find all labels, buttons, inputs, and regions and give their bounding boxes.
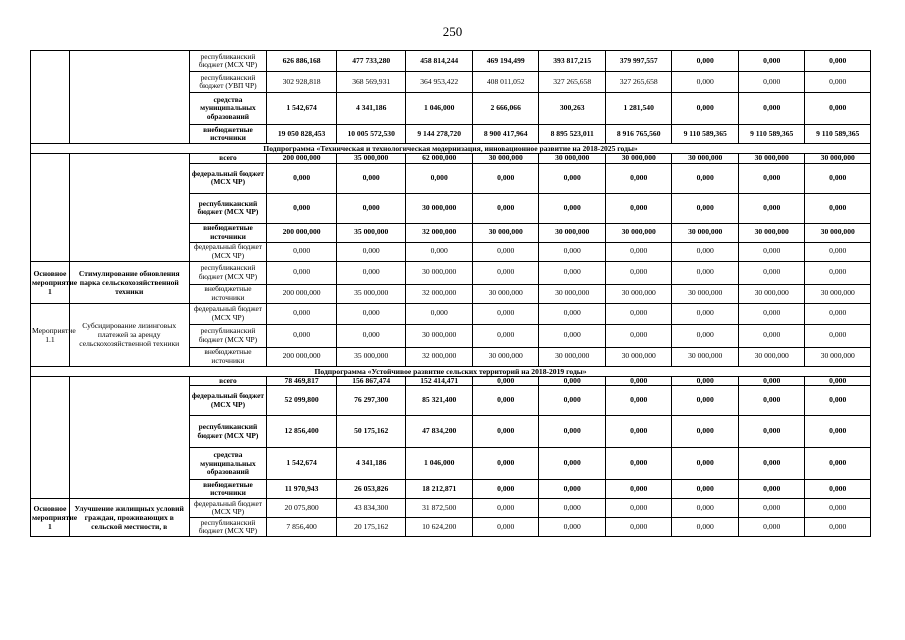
measure-name: Стимулирование обновления парка сельскохозяйственной техники: [69, 261, 189, 303]
value-cell: 30 000,000: [738, 347, 805, 366]
value-cell: 0,000: [605, 518, 672, 537]
value-cell: 379 997,557: [605, 51, 672, 72]
value-cell: 30 000,000: [672, 347, 739, 366]
value-cell: 200 000,000: [267, 223, 337, 242]
value-cell: 0,000: [738, 72, 805, 93]
value-cell: 0,000: [805, 163, 871, 193]
value-cell: 30 000,000: [472, 347, 539, 366]
value-cell: 0,000: [267, 303, 337, 324]
source-label: республиканский бюджет (МСХ ЧР): [189, 193, 267, 223]
value-cell: 0,000: [472, 499, 539, 518]
value-cell: 10 624,200: [406, 518, 473, 537]
value-cell: 0,000: [672, 386, 739, 416]
source-label: республиканский бюджет (МСХ ЧР): [189, 324, 267, 347]
value-cell: 0,000: [605, 386, 672, 416]
value-cell: 30 000,000: [605, 347, 672, 366]
value-cell: 0,000: [738, 480, 805, 499]
value-cell: 0,000: [605, 480, 672, 499]
value-cell: 327 265,658: [539, 72, 606, 93]
value-cell: 0,000: [336, 242, 406, 261]
value-cell: 0,000: [738, 163, 805, 193]
source-label: федеральный бюджет (МСХ ЧР): [189, 499, 267, 518]
value-cell: 0,000: [539, 376, 606, 386]
value-cell: 12 856,400: [267, 416, 337, 448]
value-cell: 0,000: [805, 72, 871, 93]
source-label: всего: [189, 154, 267, 164]
value-cell: 8 900 417,964: [472, 125, 539, 144]
value-cell: 30 000,000: [672, 154, 739, 164]
value-cell: 20 075,800: [267, 499, 337, 518]
value-cell: 156 867,474: [336, 376, 406, 386]
value-cell: 30 000,000: [539, 347, 606, 366]
value-cell: 20 175,162: [336, 518, 406, 537]
value-cell: 30 000,000: [672, 223, 739, 242]
measure-code-label: Мероприятие 1.1: [31, 303, 70, 366]
value-cell: 0,000: [472, 303, 539, 324]
source-label: федеральный бюджет (МСХ ЧР): [189, 163, 267, 193]
value-cell: 0,000: [539, 416, 606, 448]
value-cell: 0,000: [805, 242, 871, 261]
value-cell: 0,000: [738, 499, 805, 518]
value-cell: 0,000: [672, 93, 739, 125]
value-cell: 0,000: [406, 303, 473, 324]
value-cell: 30 000,000: [738, 223, 805, 242]
value-cell: 200 000,000: [267, 284, 337, 303]
source-label: республиканский бюджет (МСХ ЧР): [189, 416, 267, 448]
value-cell: 0,000: [605, 163, 672, 193]
value-cell: 0,000: [472, 376, 539, 386]
value-cell: 0,000: [605, 193, 672, 223]
source-label: средства муниципальных образований: [189, 93, 267, 125]
value-cell: 30 000,000: [539, 284, 606, 303]
value-cell: 0,000: [472, 163, 539, 193]
value-cell: 0,000: [336, 324, 406, 347]
value-cell: 30 000,000: [805, 347, 871, 366]
value-cell: 0,000: [738, 93, 805, 125]
value-cell: 62 000,000: [406, 154, 473, 164]
source-label: всего: [189, 376, 267, 386]
value-cell: 30 000,000: [605, 284, 672, 303]
value-cell: 7 856,400: [267, 518, 337, 537]
value-cell: 30 000,000: [406, 324, 473, 347]
value-cell: 0,000: [539, 324, 606, 347]
value-cell: 477 733,280: [336, 51, 406, 72]
budget-table: [30, 50, 871, 537]
value-cell: 30 000,000: [805, 223, 871, 242]
table-row: [31, 499, 871, 518]
value-cell: 0,000: [672, 376, 739, 386]
value-cell: 0,000: [605, 324, 672, 347]
value-cell: 76 297,300: [336, 386, 406, 416]
value-cell: 1 542,674: [267, 93, 337, 125]
table-row: [31, 303, 871, 324]
value-cell: 0,000: [336, 261, 406, 284]
value-cell: 32 000,000: [406, 223, 473, 242]
value-cell: 0,000: [472, 518, 539, 537]
source-label: внебюджетные источники: [189, 347, 267, 366]
value-cell: 0,000: [605, 416, 672, 448]
subprogram-header-row: [31, 366, 871, 376]
value-cell: 0,000: [672, 51, 739, 72]
value-cell: 26 053,826: [336, 480, 406, 499]
value-cell: 0,000: [738, 242, 805, 261]
source-label: федеральный бюджет (МСХ ЧР): [189, 386, 267, 416]
source-label: федеральный бюджет (МСХ ЧР): [189, 303, 267, 324]
value-cell: 0,000: [539, 480, 606, 499]
value-cell: 0,000: [738, 303, 805, 324]
value-cell: 0,000: [805, 518, 871, 537]
table-row: [31, 154, 871, 164]
value-cell: 0,000: [672, 324, 739, 347]
measure-name-cell: [69, 51, 189, 144]
value-cell: 32 000,000: [406, 284, 473, 303]
value-cell: 9 110 589,365: [805, 125, 871, 144]
value-cell: 30 000,000: [539, 223, 606, 242]
value-cell: 30 000,000: [472, 154, 539, 164]
value-cell: 0,000: [539, 499, 606, 518]
value-cell: 0,000: [805, 499, 871, 518]
value-cell: 0,000: [472, 193, 539, 223]
value-cell: 0,000: [472, 386, 539, 416]
value-cell: 0,000: [267, 324, 337, 347]
value-cell: 0,000: [539, 303, 606, 324]
value-cell: 0,000: [672, 72, 739, 93]
value-cell: 0,000: [738, 386, 805, 416]
value-cell: 0,000: [605, 261, 672, 284]
value-cell: 152 414,471: [406, 376, 473, 386]
table-row: [31, 51, 871, 72]
value-cell: 0,000: [805, 193, 871, 223]
value-cell: 30 000,000: [472, 284, 539, 303]
value-cell: 0,000: [539, 193, 606, 223]
value-cell: 0,000: [672, 193, 739, 223]
measure-code-cell: [31, 376, 70, 499]
source-label: средства муниципальных образований: [189, 448, 267, 480]
value-cell: 30 000,000: [406, 261, 473, 284]
value-cell: 0,000: [738, 416, 805, 448]
value-cell: 0,000: [805, 448, 871, 480]
value-cell: 0,000: [738, 448, 805, 480]
value-cell: 0,000: [267, 242, 337, 261]
source-label: внебюджетные источники: [189, 125, 267, 144]
table-row: [31, 376, 871, 386]
value-cell: 4 341,186: [336, 93, 406, 125]
value-cell: 30 000,000: [805, 284, 871, 303]
value-cell: 0,000: [472, 416, 539, 448]
source-label: федеральный бюджет (МСХ ЧР): [189, 242, 267, 261]
value-cell: 0,000: [605, 303, 672, 324]
value-cell: 0,000: [336, 193, 406, 223]
value-cell: 8 895 523,011: [539, 125, 606, 144]
value-cell: 368 569,931: [336, 72, 406, 93]
value-cell: 19 050 828,453: [267, 125, 337, 144]
value-cell: 9 110 589,365: [738, 125, 805, 144]
value-cell: 626 886,168: [267, 51, 337, 72]
value-cell: 0,000: [406, 242, 473, 261]
source-label: республиканский бюджет (УВП ЧР): [189, 72, 267, 93]
value-cell: 0,000: [605, 376, 672, 386]
value-cell: 0,000: [805, 386, 871, 416]
value-cell: 200 000,000: [267, 154, 337, 164]
value-cell: 0,000: [539, 261, 606, 284]
value-cell: 0,000: [805, 51, 871, 72]
value-cell: 0,000: [605, 242, 672, 261]
value-cell: 0,000: [738, 261, 805, 284]
value-cell: 0,000: [267, 163, 337, 193]
value-cell: 35 000,000: [336, 154, 406, 164]
value-cell: 0,000: [267, 261, 337, 284]
value-cell: 85 321,400: [406, 386, 473, 416]
value-cell: 0,000: [738, 376, 805, 386]
value-cell: 0,000: [539, 518, 606, 537]
measure-code-label: Основное мероприятие 1: [31, 499, 70, 537]
value-cell: 0,000: [472, 480, 539, 499]
value-cell: 0,000: [336, 163, 406, 193]
value-cell: 1 046,000: [406, 93, 473, 125]
value-cell: 50 175,162: [336, 416, 406, 448]
subprogram-title: Подпрограмма «Устойчивое развитие сельских территорий на 2018-2019 годы»: [31, 366, 871, 376]
table-row: [31, 261, 871, 284]
value-cell: 30 000,000: [738, 284, 805, 303]
value-cell: 30 000,000: [672, 284, 739, 303]
measure-name-cell: [69, 154, 189, 262]
value-cell: 458 814,244: [406, 51, 473, 72]
value-cell: 0,000: [738, 51, 805, 72]
value-cell: 52 099,800: [267, 386, 337, 416]
value-cell: 0,000: [406, 163, 473, 193]
value-cell: 30 000,000: [605, 154, 672, 164]
value-cell: 0,000: [539, 448, 606, 480]
value-cell: 32 000,000: [406, 347, 473, 366]
measure-name-cell: [69, 376, 189, 499]
value-cell: 408 011,052: [472, 72, 539, 93]
value-cell: 35 000,000: [336, 284, 406, 303]
value-cell: 0,000: [738, 193, 805, 223]
measure-name: Улучшение жилищных условий граждан, проживающих в сельской местности, в: [69, 499, 189, 537]
value-cell: 0,000: [605, 448, 672, 480]
subprogram-header-row: [31, 144, 871, 154]
value-cell: 0,000: [805, 324, 871, 347]
value-cell: 18 212,871: [406, 480, 473, 499]
value-cell: 0,000: [805, 376, 871, 386]
value-cell: 0,000: [805, 480, 871, 499]
value-cell: 9 144 278,720: [406, 125, 473, 144]
value-cell: 0,000: [472, 324, 539, 347]
value-cell: 0,000: [672, 163, 739, 193]
value-cell: 327 265,658: [605, 72, 672, 93]
value-cell: 11 970,943: [267, 480, 337, 499]
value-cell: 0,000: [672, 416, 739, 448]
value-cell: 43 834,300: [336, 499, 406, 518]
value-cell: 0,000: [805, 303, 871, 324]
value-cell: 1 281,540: [605, 93, 672, 125]
value-cell: 30 000,000: [539, 154, 606, 164]
value-cell: 1 542,674: [267, 448, 337, 480]
value-cell: 0,000: [738, 518, 805, 537]
value-cell: 4 341,186: [336, 448, 406, 480]
subprogram-title: Подпрограмма «Техническая и технологическая модернизация, инновационное развитие на 2018-2025 годы»: [31, 144, 871, 154]
value-cell: 31 872,500: [406, 499, 473, 518]
value-cell: 10 005 572,530: [336, 125, 406, 144]
value-cell: 0,000: [672, 448, 739, 480]
source-label: внебюджетные источники: [189, 284, 267, 303]
value-cell: 9 110 589,365: [672, 125, 739, 144]
value-cell: 0,000: [672, 303, 739, 324]
measure-code-cell: [31, 154, 70, 262]
page-number: 250: [442, 24, 463, 39]
value-cell: 0,000: [267, 193, 337, 223]
value-cell: 469 194,499: [472, 51, 539, 72]
source-label: республиканский бюджет (МСХ ЧР): [189, 51, 267, 72]
value-cell: 0,000: [605, 499, 672, 518]
source-label: внебюджетные источники: [189, 223, 267, 242]
value-cell: 47 834,200: [406, 416, 473, 448]
value-cell: 200 000,000: [267, 347, 337, 366]
value-cell: 0,000: [672, 242, 739, 261]
value-cell: 0,000: [539, 242, 606, 261]
measure-code-cell: [31, 51, 70, 144]
value-cell: 0,000: [672, 480, 739, 499]
value-cell: 0,000: [805, 261, 871, 284]
value-cell: 0,000: [672, 518, 739, 537]
value-cell: 30 000,000: [406, 193, 473, 223]
value-cell: 0,000: [672, 261, 739, 284]
value-cell: 8 916 765,560: [605, 125, 672, 144]
value-cell: 0,000: [539, 386, 606, 416]
source-label: республиканский бюджет (МСХ ЧР): [189, 261, 267, 284]
value-cell: 2 666,066: [472, 93, 539, 125]
value-cell: 0,000: [738, 324, 805, 347]
value-cell: 0,000: [805, 416, 871, 448]
value-cell: 30 000,000: [605, 223, 672, 242]
value-cell: 393 817,215: [539, 51, 606, 72]
value-cell: 78 469,817: [267, 376, 337, 386]
value-cell: 0,000: [672, 499, 739, 518]
value-cell: 364 953,422: [406, 72, 473, 93]
value-cell: 0,000: [472, 448, 539, 480]
source-label: внебюджетные источники: [189, 480, 267, 499]
value-cell: 35 000,000: [336, 347, 406, 366]
value-cell: 30 000,000: [805, 154, 871, 164]
value-cell: 300,263: [539, 93, 606, 125]
value-cell: 35 000,000: [336, 223, 406, 242]
value-cell: 30 000,000: [738, 154, 805, 164]
value-cell: 30 000,000: [472, 223, 539, 242]
measure-name: Субсидирование лизинговых платежей за аренду сельскохозяйственной техники: [69, 303, 189, 366]
value-cell: 0,000: [472, 242, 539, 261]
measure-code-label: Основное мероприятие 1: [31, 261, 70, 303]
value-cell: 0,000: [805, 93, 871, 125]
value-cell: 0,000: [472, 261, 539, 284]
value-cell: 302 928,818: [267, 72, 337, 93]
source-label: республиканский бюджет (МСХ ЧР): [189, 518, 267, 537]
value-cell: 0,000: [336, 303, 406, 324]
value-cell: 0,000: [539, 163, 606, 193]
value-cell: 1 046,000: [406, 448, 473, 480]
